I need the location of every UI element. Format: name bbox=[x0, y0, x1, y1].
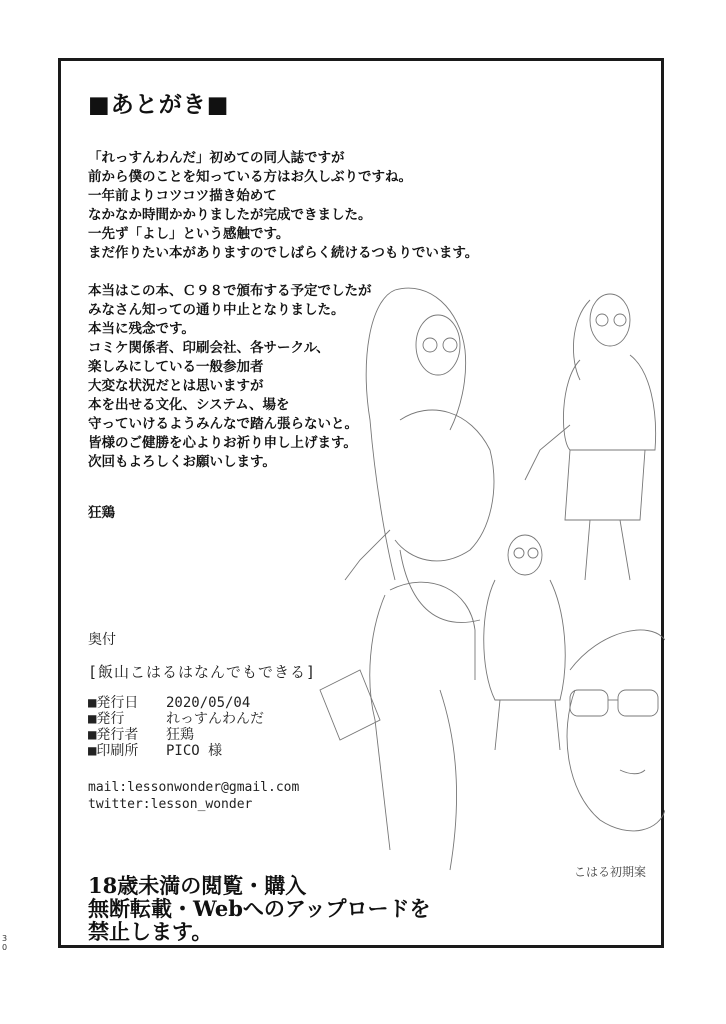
colophon-heading: 奥付 bbox=[88, 632, 116, 648]
info-label: ■発行日 bbox=[88, 695, 139, 711]
page-number-digit: 3 bbox=[2, 934, 8, 943]
afterword-paragraph-2 bbox=[88, 282, 372, 434]
page-number bbox=[2, 934, 7, 952]
illustration-caption: こはる初期案 bbox=[574, 865, 647, 879]
text-line: 楽しみにしている一般参加者 bbox=[88, 359, 264, 375]
text-line: 本当はこの本、Ｃ９８で頒布する予定でしたが bbox=[88, 283, 372, 299]
text-line: 一年前よりコツコツ描き始めて bbox=[88, 188, 277, 204]
text-line: 本当に残念です。 bbox=[88, 321, 195, 337]
info-label: ■印刷所 bbox=[88, 743, 139, 759]
page-number-digit: 0 bbox=[2, 943, 8, 952]
contact-info bbox=[88, 779, 299, 813]
text-line: 「れっすんわんだ」初めての同人誌ですが bbox=[88, 150, 345, 166]
info-value: 2020/05/04 bbox=[166, 695, 251, 711]
info-row-date bbox=[88, 695, 264, 711]
info-label: ■発行者 bbox=[88, 727, 139, 743]
text-line: コミケ関係者、印刷会社、各サークル、 bbox=[88, 340, 330, 356]
afterword-paragraph-3 bbox=[88, 434, 357, 472]
text-line: 守っていけるようみんなで踏ん張らないと。 bbox=[88, 416, 358, 432]
mail-address: mail:lessonwonder@gmail.com bbox=[88, 780, 300, 795]
colophon-info bbox=[88, 695, 264, 759]
info-value: PICO 様 bbox=[166, 743, 223, 759]
afterword-paragraph-1 bbox=[88, 149, 478, 263]
info-row-printer bbox=[88, 743, 264, 759]
afterword-title: ■あとがき■ bbox=[88, 92, 230, 118]
info-label: ■発行 bbox=[88, 711, 125, 727]
warning-line: 無断転載・Webへのアップロードを bbox=[88, 896, 431, 921]
warning-line: 18歳未満の閲覧・購入 bbox=[88, 873, 307, 898]
text-line: まだ作りたい本がありますのでしばらく続けるつもりでいます。 bbox=[88, 245, 479, 261]
text-line: 次回もよろしくお願いします。 bbox=[88, 454, 276, 470]
text-line: 前から僕のことを知っている方はお久しぶりですね。 bbox=[88, 169, 412, 185]
age-restriction-warning bbox=[88, 874, 430, 943]
info-row-publisher bbox=[88, 711, 264, 727]
text-line: 一先ず「よし」という感触です。 bbox=[88, 226, 290, 242]
author-signature: 狂鶏 bbox=[88, 505, 115, 521]
twitter-handle: twitter:lesson_wonder bbox=[88, 797, 253, 812]
text-line: 皆様のご健勝を心よりお祈り申し上げます。 bbox=[88, 435, 357, 451]
info-value: 狂鶏 bbox=[166, 727, 194, 743]
warning-line: 禁止します。 bbox=[88, 919, 213, 944]
book-title: [飯山こはるはなんでもできる] bbox=[88, 663, 317, 681]
info-value: れっすんわんだ bbox=[166, 711, 264, 727]
text-line: みなさん知っての通り中止となりました。 bbox=[88, 302, 345, 318]
info-row-author bbox=[88, 727, 264, 743]
text-line: 大変な状況だとは思いますが bbox=[88, 378, 264, 394]
text-line: なかなか時間かかりましたが完成できました。 bbox=[88, 207, 372, 223]
text-line: 本を出せる文化、システム、場を bbox=[88, 397, 290, 413]
